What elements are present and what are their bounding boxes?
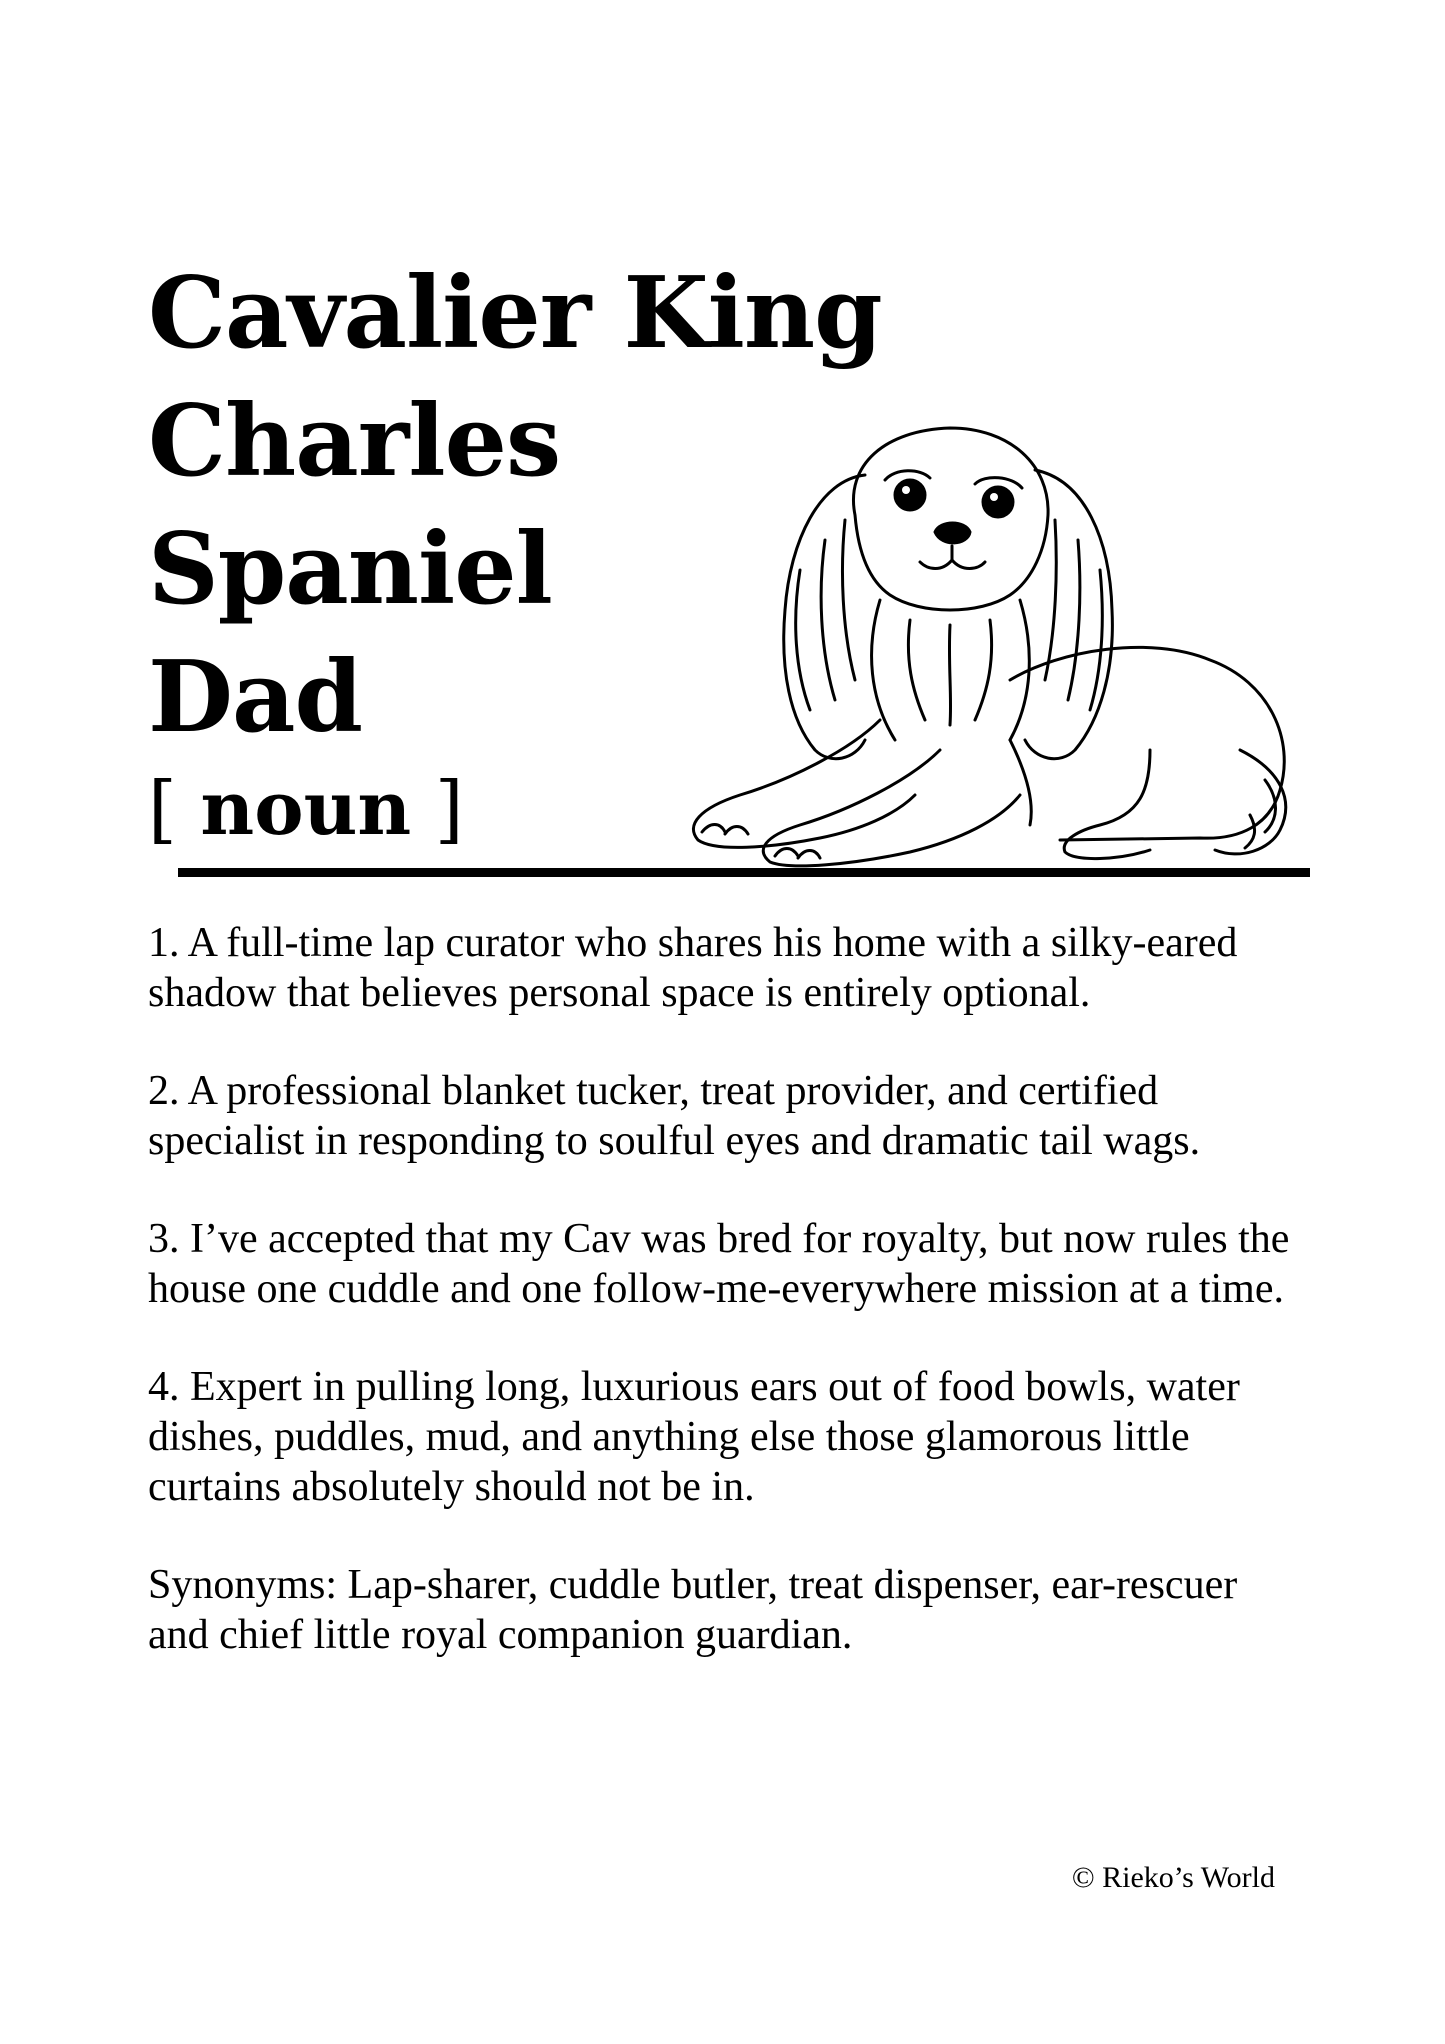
title-line-3: Spaniel [148,512,552,627]
dog-mouth [920,546,985,569]
copyright-notice: © Rieko’s World [1071,1861,1275,1894]
dog-left-ear [784,475,865,759]
synonyms: Synonyms: Lap-sharer, cuddle butler, treat dispenser, ear-rescuer and chief little royal companion guardian. [148,1562,1238,1658]
definition-1: 1. A full-time lap curator who shares his home with a silky-eared shadow that believes personal space is entirely optional. [148,920,1238,1016]
close-bracket: ] [434,766,464,852]
spaniel-illustration [680,420,1310,870]
dog-nose [935,523,970,543]
dog-right-front-leg [763,750,1020,866]
part-of-speech [148,764,464,854]
dog-left-eye [895,480,925,510]
definition-4: 4. Expert in pulling long, luxurious ears out of food bowls, water dishes, puddles, mud, and anything else those glamorous little curtains absolutely should not be in. [148,1364,1240,1510]
open-bracket: [ [148,766,177,852]
dog-right-ear [1025,470,1112,759]
definition-list [148,918,1308,1660]
title-line-1: Cavalier King [148,256,882,371]
part-of-speech-word: noun [200,766,412,852]
dog-body [1010,647,1284,840]
dog-left-front-leg [693,720,915,847]
dog-right-eye [983,487,1013,517]
dog-tail [1215,750,1286,854]
dog-hind-leg [1064,750,1150,859]
definition-3: 3. I’ve accepted that my Cav was bred for royalty, but now rules the house one cuddle and one follow-me-everywhere mission at a time. [148,1216,1290,1312]
title-line-2: Charles [148,384,561,499]
dog-head [853,428,1048,610]
divider-rule [178,868,1310,877]
title-line-4: Dad [148,640,363,755]
dog-chest [872,600,1030,740]
definition-2: 2. A professional blanket tucker, treat provider, and certified specialist in responding to soulful eyes and dramatic tail wags. [148,1068,1201,1164]
